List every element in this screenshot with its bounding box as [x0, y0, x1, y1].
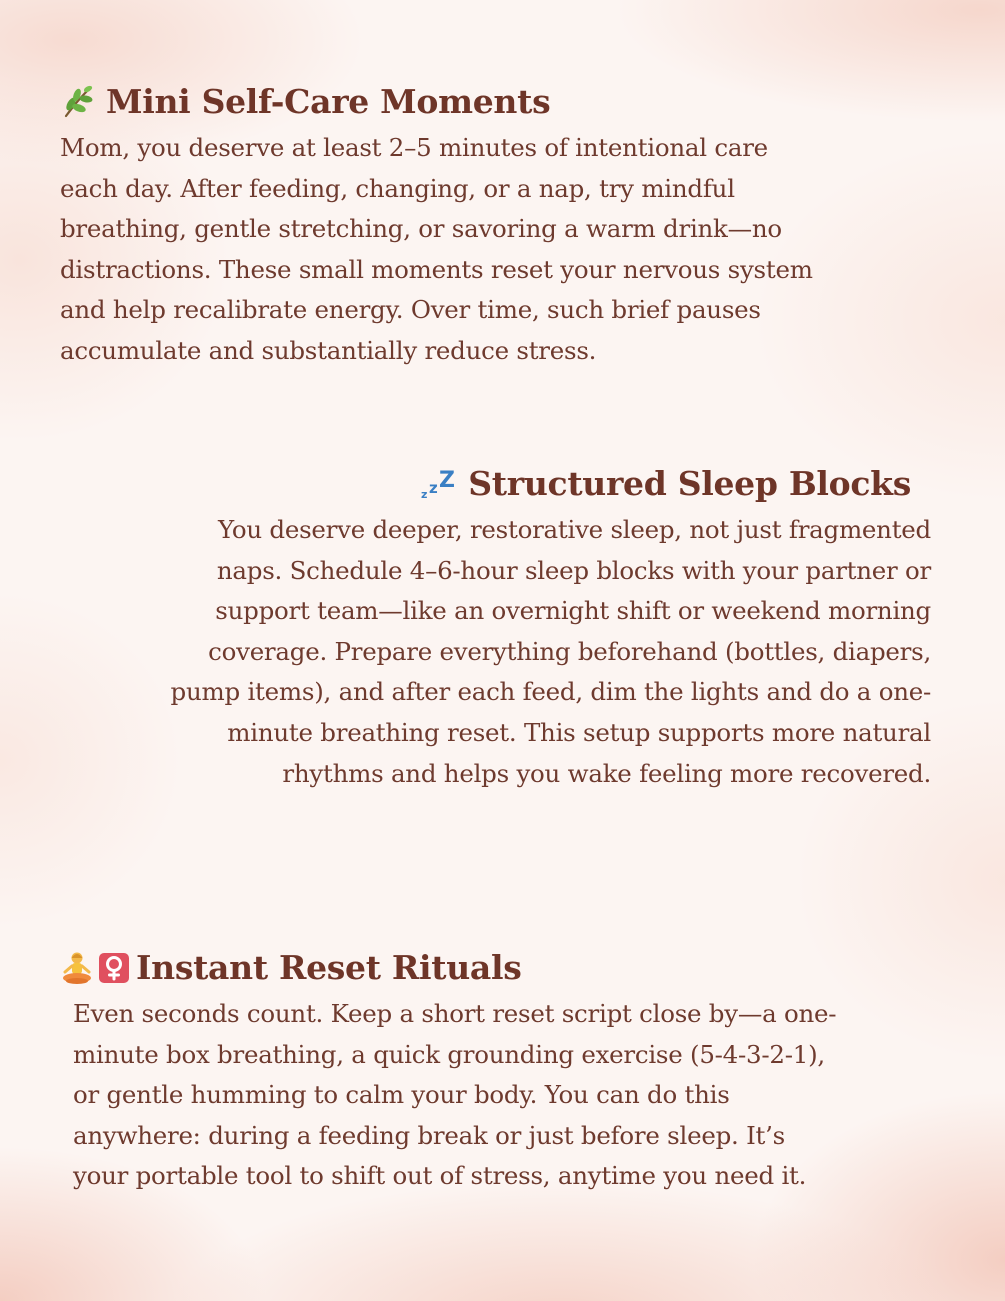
- body-line: or gentle humming to calm your body. You can do this: [73, 1080, 730, 1110]
- body-line: and help recalibrate energy. Over time, such brief pauses: [60, 295, 761, 325]
- body-line: distractions. These small moments reset your nervous system: [60, 254, 813, 284]
- body-line: minute box breathing, a quick grounding exercise (5-4-3-2-1),: [73, 1039, 825, 1069]
- svg-text:z: z: [429, 479, 438, 497]
- section-heading: [60, 946, 950, 990]
- section-heading: [60, 462, 931, 506]
- section-title: Instant Reset Rituals: [136, 948, 522, 987]
- section-structured-sleep: [60, 462, 931, 794]
- section-title: Structured Sleep Blocks: [468, 464, 911, 503]
- body-line: Even seconds count. Keep a short reset script close by—a one-: [73, 999, 837, 1028]
- section-body: [60, 128, 940, 372]
- body-line: anywhere: during a feeding break or just before sleep. It’s: [73, 1120, 785, 1150]
- section-instant-reset: [60, 946, 950, 1197]
- body-line: your portable tool to shift out of stress, anytime you need it.: [73, 1161, 807, 1191]
- body-line: accumulate and substantially reduce stress.: [60, 335, 597, 365]
- zzz-sleep-icon: [420, 467, 458, 501]
- section-body: [60, 510, 931, 794]
- body-line: minute breathing reset. This setup supports more natural: [227, 717, 931, 747]
- svg-text:Z: Z: [439, 468, 455, 493]
- svg-text:z: z: [421, 488, 428, 501]
- body-line: Mom, you deserve at least 2–5 minutes of intentional care: [60, 133, 768, 162]
- body-line: pump items), and after each feed, dim the lights and do a one-: [170, 677, 931, 707]
- section-body: [60, 994, 950, 1197]
- body-line: rhythms and helps you wake feeling more recovered.: [282, 758, 931, 788]
- body-line: You deserve deeper, restorative sleep, not just fragmented: [218, 515, 931, 544]
- body-line: each day. After feeding, changing, or a nap, try mindful: [60, 173, 735, 203]
- body-line: support team—like an overnight shift or weekend morning: [215, 596, 931, 626]
- section-heading: [60, 80, 940, 124]
- body-line: breathing, gentle stretching, or savoring a warm drink—no: [60, 214, 782, 244]
- section-mini-self-care: [60, 80, 940, 372]
- meditating-woman-icon: [60, 950, 132, 986]
- body-line: coverage. Prepare everything beforehand (bottles, diapers,: [208, 636, 931, 666]
- section-title: Mini Self-Care Moments: [106, 82, 551, 121]
- herb-sprig-icon: [60, 84, 96, 120]
- body-line: naps. Schedule 4–6-hour sleep blocks with your partner or: [216, 555, 931, 585]
